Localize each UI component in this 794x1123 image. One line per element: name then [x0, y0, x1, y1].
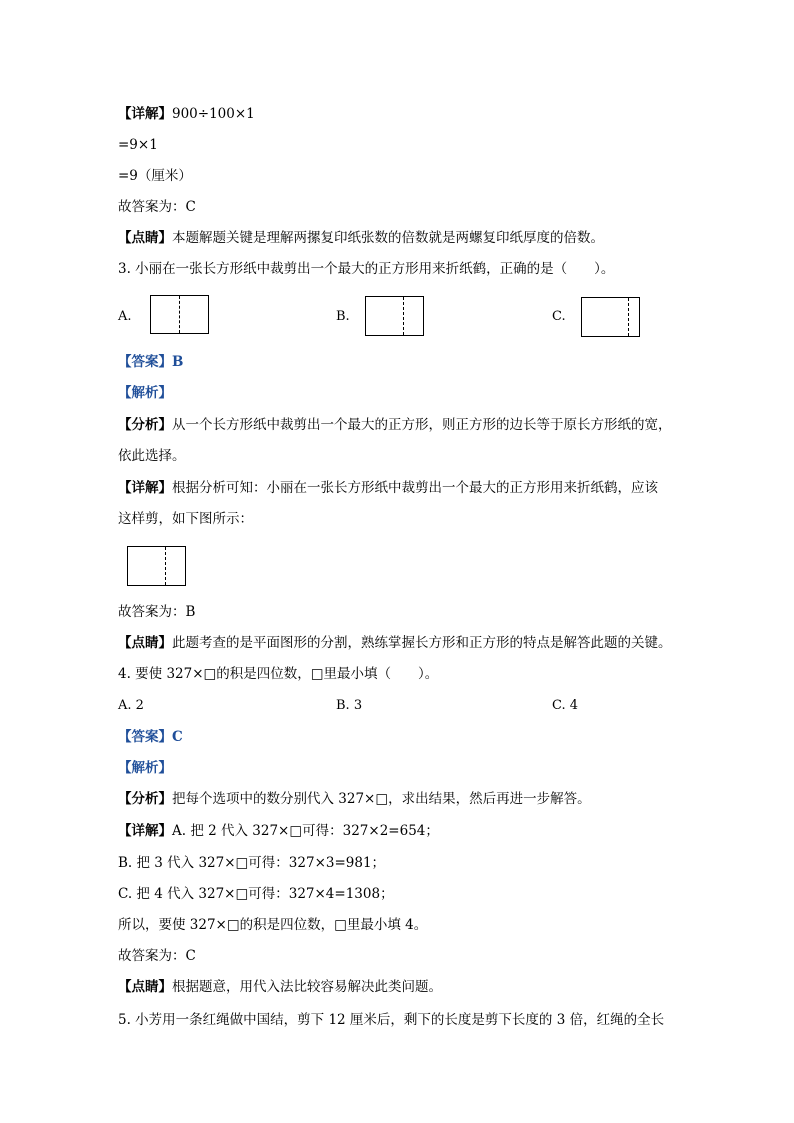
detail-tag: 【详解】: [118, 106, 172, 122]
cut-line: [179, 296, 180, 333]
q4-option-c: C. 4: [552, 698, 579, 713]
tip-line-prev: [118, 230, 604, 246]
q4-analysis-heading: 【解析】: [118, 760, 172, 776]
q4-analysis: [118, 791, 591, 807]
q3-answer: 【答案】B: [118, 354, 184, 370]
q3-analysis-line-2: 依此选择。: [118, 448, 186, 464]
tip-tag: 【点睛】: [118, 230, 172, 246]
q3-option-a-figure: [150, 295, 209, 334]
q4-detail-line-4: 所以，要使 327×□的积是四位数，□里最小填 4。: [118, 917, 428, 933]
q3-option-c-label: C.: [552, 309, 566, 324]
q4-option-a: A. 2: [118, 698, 144, 713]
analysis-tag: 【分析】: [118, 791, 172, 807]
cut-line: [628, 298, 629, 336]
q3-analysis-line-1: [118, 417, 672, 433]
q3-detail-line-1: [118, 480, 658, 496]
tip-tag: 【点睛】: [118, 979, 172, 995]
q4-detail-line-3: C. 把 4 代入 327×□可得：327×4=1308；: [118, 886, 394, 902]
tip-text: 根据题意，用代入法比较容易解决此类问题。: [172, 979, 442, 995]
question-5: 5. 小芳用一条红绳做中国结，剪下 12 厘米后，剩下的长度是剪下长度的 3 倍，红绳的全长: [118, 1012, 665, 1028]
tip-tag: 【点睛】: [118, 635, 172, 651]
cut-line: [165, 547, 166, 585]
q3-solution-figure: [127, 546, 186, 586]
detail-tag: 【详解】: [118, 823, 172, 839]
q4-detail-line-2: B. 把 3 代入 327×□可得：327×3=981；: [118, 855, 386, 871]
tip-text: 此题考查的是平面图形的分割，熟练掌握长方形和正方形的特点是解答此题的关键。: [172, 635, 672, 651]
detail-tag: 【详解】: [118, 480, 172, 496]
detail-line-1: [118, 106, 255, 122]
q4-option-b: B. 3: [336, 698, 363, 713]
calc-line-3: =9（厘米）: [118, 168, 192, 184]
q3-analysis-heading: 【解析】: [118, 385, 172, 401]
tip-text: 本题解题关键是理解两摞复印纸张数的倍数就是两螺复印纸厚度的倍数。: [172, 230, 604, 246]
calc-line-2: =9×1: [118, 137, 158, 153]
q3-option-b-figure: [365, 296, 424, 336]
q4-detail-line-1: [118, 823, 439, 839]
q3-detail-line-2: 这样剪，如下图所示：: [118, 511, 253, 527]
final-answer-prev: 故答案为：C: [118, 199, 196, 215]
analysis-tag: 【分析】: [118, 417, 172, 433]
question-3: 3. 小丽在一张长方形纸中裁剪出一个最大的正方形用来折纸鹤，正确的是（ ）。: [118, 261, 615, 277]
question-4: 4. 要使 327×□的积是四位数，□里最小填（ ）。: [118, 666, 439, 682]
cut-line: [403, 297, 404, 335]
detail-text: 根据分析可知：小丽在一张长方形纸中裁剪出一个最大的正方形用来折纸鹤，应该: [172, 480, 658, 496]
q3-tip: [118, 635, 672, 651]
q3-final-answer: 故答案为：B: [118, 604, 196, 620]
analysis-text: 把每个选项中的数分别代入 327×□，求出结果，然后再进一步解答。: [172, 791, 591, 807]
q4-tip: [118, 979, 442, 995]
q3-option-b-label: B.: [336, 309, 350, 324]
detail-text: A. 把 2 代入 327×□可得：327×2=654；: [172, 823, 439, 839]
q4-final-answer: 故答案为：C: [118, 948, 196, 964]
analysis-text: 从一个长方形纸中裁剪出一个最大的正方形，则正方形的边长等于原长方形纸的宽，: [172, 417, 672, 433]
q3-option-c-figure: [581, 297, 640, 337]
q3-option-a-label: A.: [118, 309, 132, 324]
q4-answer: 【答案】C: [118, 729, 183, 745]
detail-text: 900÷100×1: [172, 106, 255, 122]
